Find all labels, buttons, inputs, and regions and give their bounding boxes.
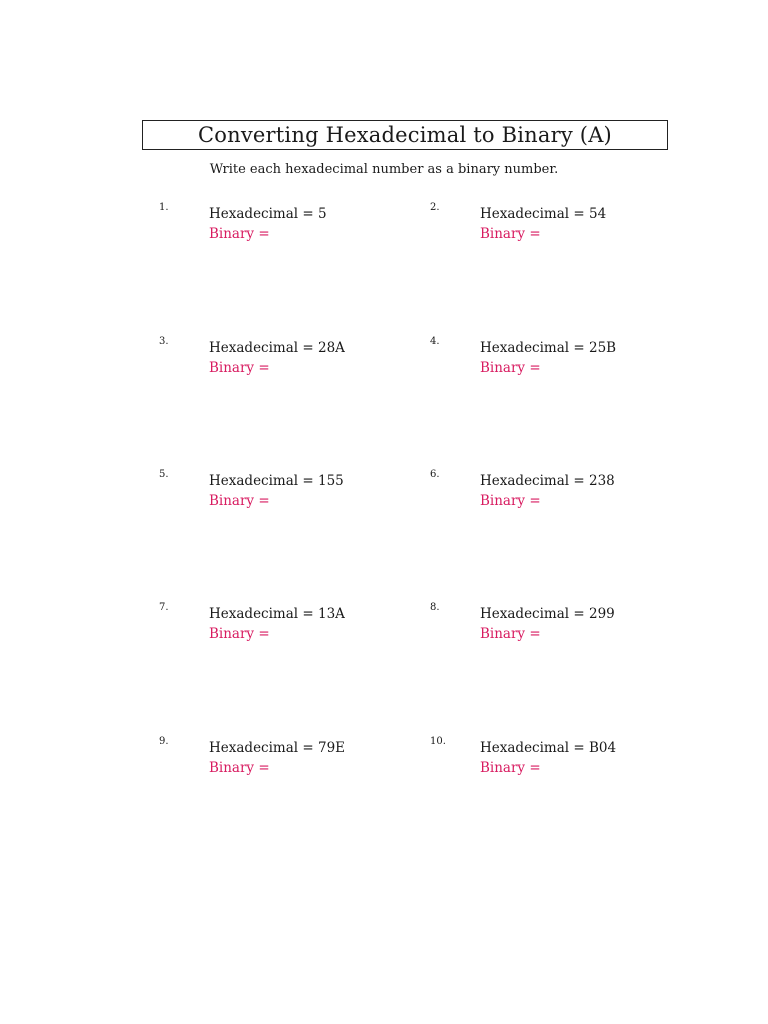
problem-number: 3.: [159, 336, 169, 347]
problem-question: Hexadecimal = 54: [480, 206, 607, 222]
answer-label: Binary =: [480, 760, 541, 776]
answer-label: Binary =: [209, 226, 270, 242]
problem-number: 2.: [430, 202, 440, 213]
answer-label: Binary =: [209, 760, 270, 776]
problem-question: Hexadecimal = 238: [480, 473, 615, 489]
problem-question: Hexadecimal = 79E: [209, 740, 346, 756]
answer-label: Binary =: [480, 360, 541, 376]
answer-label: Binary =: [480, 626, 541, 642]
answer-label: Binary =: [209, 493, 270, 509]
problem-question: Hexadecimal = 25B: [480, 340, 617, 356]
problem-number: 9.: [159, 736, 169, 747]
problem-number: 10.: [430, 736, 446, 747]
answer-label: Binary =: [209, 626, 270, 642]
problem-question: Hexadecimal = 299: [480, 606, 615, 622]
worksheet-title: Converting Hexadecimal to Binary (A): [198, 123, 612, 147]
answer-label: Binary =: [209, 360, 270, 376]
problem-number: 5.: [159, 469, 169, 480]
problem-question: Hexadecimal = B04: [480, 740, 617, 756]
instructions: Write each hexadecimal number as a binary number.: [209, 162, 559, 177]
problem-number: 4.: [430, 336, 440, 347]
problem-number: 7.: [159, 602, 169, 613]
answer-label: Binary =: [480, 493, 541, 509]
problem-number: 6.: [430, 469, 440, 480]
problem-question: Hexadecimal = 28A: [209, 340, 345, 356]
problem-number: 1.: [159, 202, 169, 213]
problem-question: Hexadecimal = 155: [209, 473, 344, 489]
problem-question: Hexadecimal = 13A: [209, 606, 345, 622]
answer-label: Binary =: [480, 226, 541, 242]
problem-number: 8.: [430, 602, 440, 613]
problem-question: Hexadecimal = 5: [209, 206, 327, 222]
